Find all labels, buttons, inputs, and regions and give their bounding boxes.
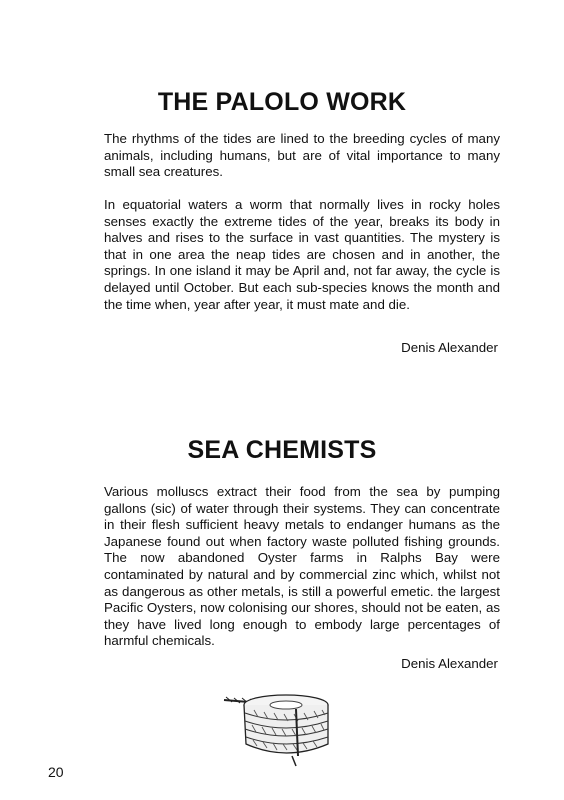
coiled-rope-icon xyxy=(222,686,340,768)
palolo-title: THE PALOLO WORK xyxy=(157,88,407,116)
palolo-paragraph-1: The rhythms of the tides are lined to the breeding cycles of many animals, including humans, but are of vital importance to many small sea creatures. xyxy=(104,131,500,180)
palolo-author: Denis Alexander xyxy=(401,340,498,355)
palolo-paragraph-2: In equatorial waters a worm that normally lives in rocky holes senses exactly the extreme tides of the year, breaks its body in halves and rises to the surface in vast quantities. The mystery is that in one area the neap tides are chosen and in another, the springs. In one island it may be April and, not far away, the cycle is delayed until October. But each sub-species knows the month and the time when, year after year, it must mate and die. xyxy=(104,197,500,312)
chemists-title: SEA CHEMISTS xyxy=(187,436,377,464)
chemists-paragraph: Various molluscs extract their food from the sea by pumping gallons (sic) of water through their systems. They can concentrate in their flesh sufficient heavy metals to endanger humans as the Japanese found out when factory waste polluted fishing grounds. The now abandoned Oyster farms in Ralphs Bay were contaminated by natural and by commercial zinc which, whilst not as dangerous as other metals, is still a powerful emetic. the largest Pacific Oysters, now colonising our shores, should not be eaten, as they have lived long enough to embody large percentages of harmful chemicals. xyxy=(104,484,500,649)
chemists-author: Denis Alexander xyxy=(401,656,498,671)
page-number: 20 xyxy=(48,764,64,780)
